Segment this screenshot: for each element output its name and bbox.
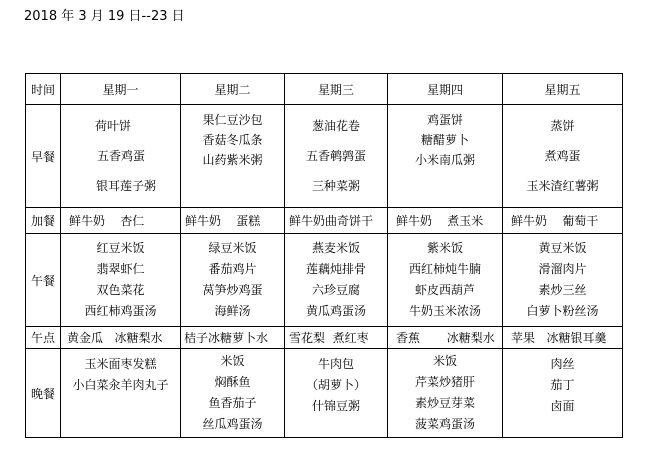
menu-item: 肉丝 — [550, 357, 575, 371]
lunch-tuesday — [181, 234, 285, 327]
menu-date-title: 2018 年 3 月 19 日--23 日 — [24, 9, 185, 24]
menu-item: 什锦豆粥 — [311, 399, 360, 413]
snack-thursday — [388, 208, 503, 234]
menu-item: （胡萝卜） — [305, 378, 366, 392]
menu-item: 莴笋炒鸡蛋 — [202, 283, 263, 297]
dinner-tuesday — [181, 349, 285, 438]
row-label-morning-snack: 加餐 — [26, 208, 61, 234]
pm-snack-friday — [503, 327, 623, 349]
menu-item: 海鲜汤 — [214, 304, 251, 318]
header-time: 时间 — [26, 74, 61, 105]
menu-item: 鱼香茄子 — [208, 396, 257, 410]
menu-item: 芹菜炒猪肝 — [414, 375, 475, 389]
row-label-lunch: 午餐 — [26, 234, 61, 327]
menu-item: 蒸饼 — [550, 119, 575, 133]
breakfast-thursday — [388, 105, 503, 208]
menu-item: 焖酥鱼 — [214, 375, 251, 389]
menu-item: 雪花梨 煮红枣 — [289, 330, 369, 345]
menu-item: 五香鹌鹑蛋 — [305, 149, 366, 163]
row-label-dinner: 晚餐 — [26, 349, 61, 438]
lunch-friday — [503, 234, 623, 327]
menu-item: 菠菜鸡蛋汤 — [414, 417, 475, 431]
menu-item: 虾皮西葫芦 — [414, 283, 475, 297]
menu-item: 紫米饭 — [426, 241, 463, 255]
menu-item: 香蕉 冰糖梨水 — [396, 330, 495, 345]
menu-item: 西红柿炖牛腩 — [408, 262, 481, 276]
menu-item: 煮鸡蛋 — [544, 149, 581, 163]
menu-item: 莲藕炖排骨 — [305, 262, 366, 276]
pm-snack-thursday — [388, 327, 503, 349]
pm-snack-tuesday — [181, 327, 285, 349]
menu-item: 糖醋萝卜 — [420, 133, 469, 147]
weekly-menu-table — [25, 73, 623, 438]
pm-snack-wednesday — [285, 327, 388, 349]
header-tuesday: 星期二 — [181, 74, 285, 105]
menu-item: 茄丁 — [550, 378, 575, 392]
dinner-wednesday — [285, 349, 388, 438]
menu-item: 番茄鸡片 — [208, 262, 257, 276]
menu-item: 素炒三丝 — [538, 283, 587, 297]
menu-item: 山药紫米粥 — [202, 153, 263, 167]
table-row-afternoon-snack — [26, 327, 623, 349]
menu-item: 米饭 — [220, 354, 245, 368]
row-label-breakfast: 早餐 — [26, 105, 61, 208]
menu-item: 黄金瓜 冰糖梨水 — [67, 330, 163, 345]
menu-item: 双色菜花 — [96, 283, 145, 297]
menu-item: 牛肉包 — [317, 357, 354, 371]
menu-item: 鸡蛋饼 — [426, 113, 463, 127]
snack-tuesday — [181, 208, 285, 234]
menu-item: 米饭 — [432, 354, 457, 368]
table-row-lunch — [26, 234, 623, 327]
menu-item: 丝瓜鸡蛋汤 — [202, 417, 263, 431]
menu-item: 六珍豆腐 — [311, 283, 360, 297]
breakfast-friday — [503, 105, 623, 208]
dinner-friday — [503, 349, 623, 438]
header-thursday: 星期四 — [388, 74, 503, 105]
dinner-thursday — [388, 349, 503, 438]
snack-monday — [61, 208, 181, 234]
menu-item: 小白菜汆羊肉丸子 — [72, 378, 169, 392]
dinner-monday — [61, 349, 181, 438]
lunch-wednesday — [285, 234, 388, 327]
menu-item: 玉米渣红薯粥 — [526, 179, 599, 193]
menu-item: 五香鸡蛋 — [97, 149, 146, 163]
menu-item: 鲜牛奶 煮玉米 — [396, 213, 484, 228]
menu-item: 小米南瓜粥 — [414, 153, 475, 167]
menu-item: 三种菜粥 — [311, 179, 360, 193]
menu-item: 红豆米饭 — [96, 241, 145, 255]
menu-item: 牛奶玉米浓汤 — [408, 304, 481, 318]
menu-item: 桔子冰糖萝卜水 — [184, 330, 269, 345]
menu-item: 葱油花卷 — [311, 119, 360, 133]
menu-item: 荷叶饼 — [95, 119, 132, 133]
pm-snack-monday — [61, 327, 181, 349]
menu-item: 香菇冬瓜条 — [202, 133, 263, 147]
header-row — [26, 74, 623, 105]
menu-item: 黄豆米饭 — [538, 241, 587, 255]
menu-item: 白萝卜粉丝汤 — [526, 304, 599, 318]
menu-item: 黄瓜鸡蛋汤 — [305, 304, 366, 318]
snack-friday — [503, 208, 623, 234]
menu-item: 鲜牛奶曲奇饼干 — [289, 213, 374, 228]
menu-item: 西红柿鸡蛋汤 — [84, 304, 157, 318]
menu-item: 滑溜肉片 — [538, 262, 587, 276]
menu-item: 银耳莲子粥 — [96, 179, 157, 193]
table-row-breakfast — [26, 105, 623, 208]
table-row-dinner — [26, 349, 623, 438]
menu-item: 果仁豆沙包 — [202, 113, 263, 127]
table-row-morning-snack — [26, 208, 623, 234]
header-wednesday: 星期三 — [285, 74, 388, 105]
menu-item: 绿豆米饭 — [208, 241, 257, 255]
menu-item: 鲜牛奶 葡萄干 — [511, 213, 599, 228]
lunch-monday — [61, 234, 181, 327]
snack-wednesday — [285, 208, 388, 234]
menu-item: 卤面 — [550, 399, 575, 413]
menu-item: 鲜牛奶 蛋糕 — [185, 213, 261, 228]
breakfast-monday — [61, 105, 181, 208]
menu-item: 翡翠虾仁 — [96, 262, 145, 276]
header-monday: 星期一 — [61, 74, 181, 105]
menu-item: 燕麦米饭 — [311, 241, 360, 255]
lunch-thursday — [388, 234, 503, 327]
menu-item: 玉米面枣发糕 — [84, 357, 157, 371]
breakfast-wednesday — [285, 105, 388, 208]
breakfast-tuesday — [181, 105, 285, 208]
menu-item: 苹果 冰糖银耳羹 — [511, 330, 607, 345]
row-label-afternoon-snack: 午点 — [26, 327, 61, 349]
menu-item: 鲜牛奶 杏仁 — [69, 213, 145, 228]
menu-item: 素炒豆芽菜 — [414, 396, 475, 410]
header-friday: 星期五 — [503, 74, 623, 105]
